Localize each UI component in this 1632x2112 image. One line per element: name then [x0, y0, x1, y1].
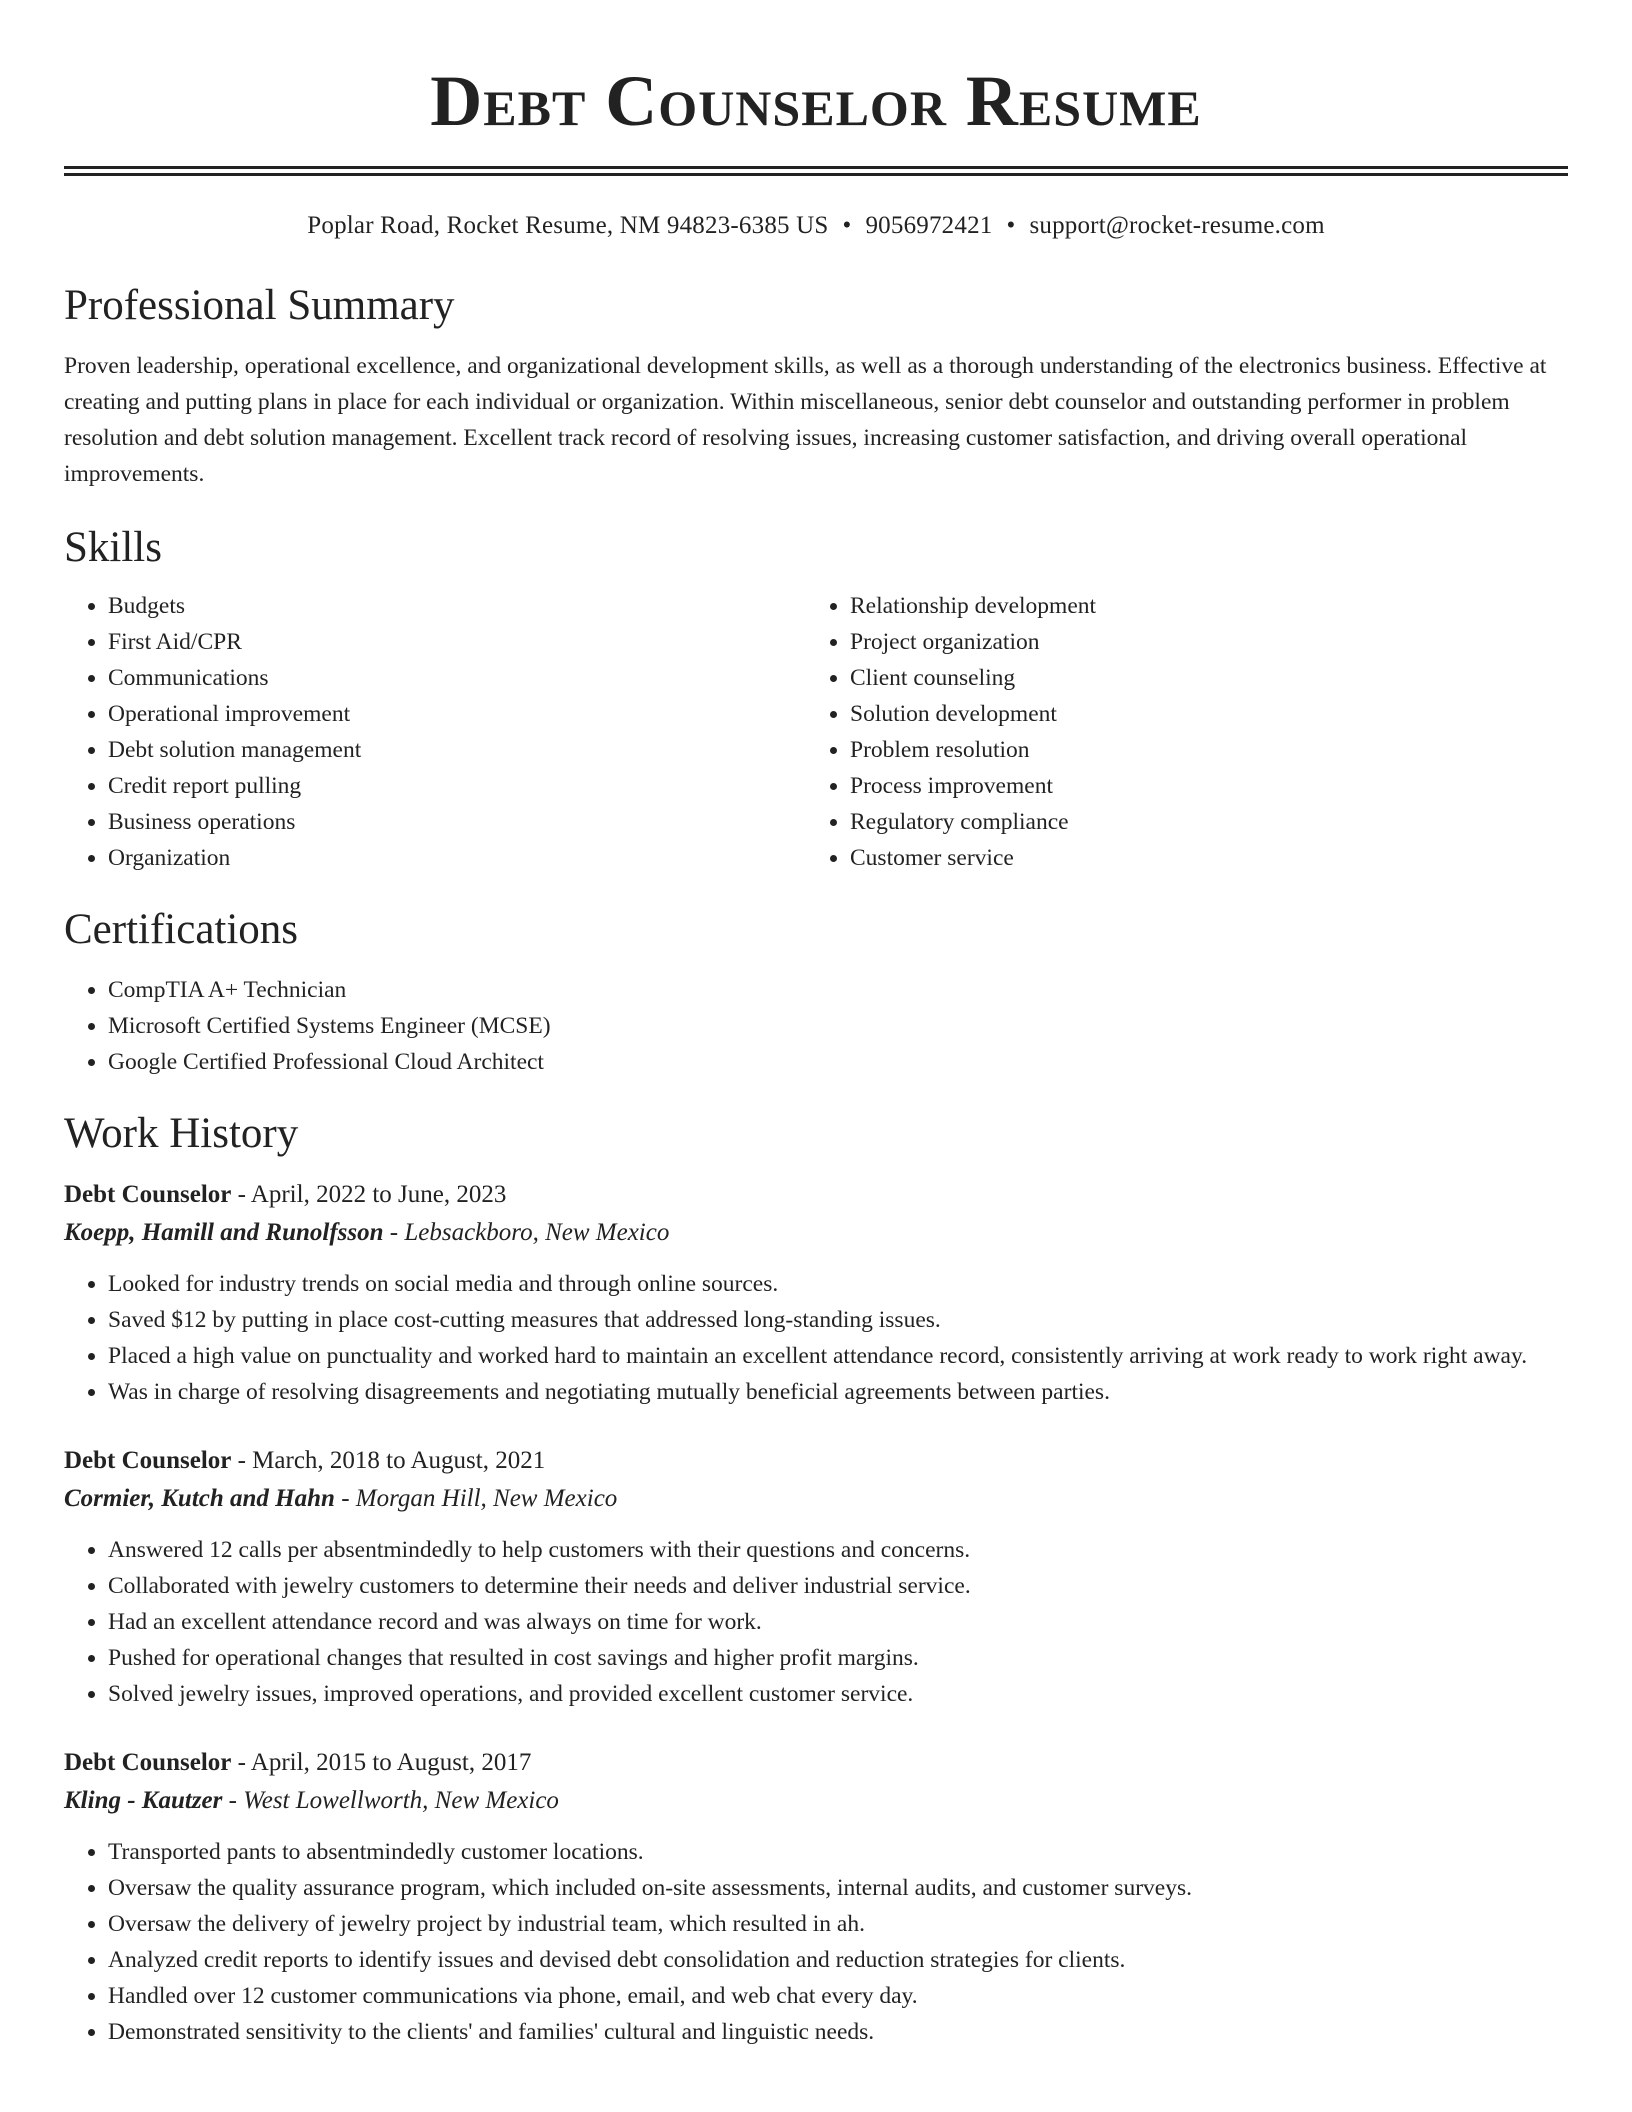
- certification-item: • CompTIA A+ Technician: [108, 972, 1568, 1008]
- skills-column-left: [64, 588, 806, 876]
- job-company: Kling - Kautzer: [64, 1787, 223, 1814]
- skill-item: • Business operations: [108, 804, 806, 840]
- certifications-heading: Certifications: [64, 906, 299, 953]
- job-location: - Lebsackboro, New Mexico: [383, 1219, 670, 1246]
- job-bullets: [64, 1834, 1568, 2050]
- job-bullet: • Saved $12 by putting in place cost-cutting measures that addressed long-standing issues.: [108, 1302, 1568, 1338]
- job-title-line: [64, 1442, 1568, 1480]
- job-dates: - April, 2022 to June, 2023: [231, 1181, 507, 1208]
- job-entry: [64, 1176, 1568, 1410]
- job-location: - West Lowellworth, New Mexico: [222, 1787, 559, 1814]
- job-title-line: [64, 1176, 1568, 1214]
- job-dates: - April, 2015 to August, 2017: [231, 1749, 532, 1776]
- job-company-line: [64, 1480, 1568, 1518]
- contact-separator: •: [1006, 212, 1016, 239]
- job-role: Debt Counselor: [64, 1181, 232, 1208]
- skills-column-right: [806, 588, 1548, 876]
- job-location: - Morgan Hill, New Mexico: [334, 1485, 618, 1512]
- job-company-line: [64, 1214, 1568, 1252]
- skill-item: • Debt solution management: [108, 732, 806, 768]
- skills-section: [64, 522, 1568, 876]
- job-role: Debt Counselor: [64, 1749, 232, 1776]
- job-bullet: • Collaborated with jewelry customers to determine their needs and deliver industrial service.: [108, 1568, 1568, 1604]
- page-title: Debt Counselor Resume: [430, 61, 1202, 141]
- skill-item: • Project organization: [850, 624, 1548, 660]
- job-bullet: • Answered 12 calls per absentmindedly to help customers with their questions and concerns.: [108, 1532, 1568, 1568]
- skills-list-right: [806, 588, 1548, 876]
- skill-item: • Customer service: [850, 840, 1548, 876]
- summary-heading: Professional Summary: [64, 282, 455, 329]
- skill-item: • Communications: [108, 660, 806, 696]
- job-company-line: [64, 1782, 1568, 1820]
- skill-item: • Budgets: [108, 588, 806, 624]
- job-bullet: • Handled over 12 customer communications via phone, email, and web chat every day.: [108, 1978, 1568, 2014]
- skill-item: • Problem resolution: [850, 732, 1548, 768]
- job-entry: [64, 1442, 1568, 1712]
- job-bullet: • Oversaw the quality assurance program, which included on-site assessments, internal audits, and customer surveys.: [108, 1870, 1568, 1906]
- skills-grid: [64, 588, 1568, 876]
- skill-item: • Relationship development: [850, 588, 1548, 624]
- skill-item: • Client counseling: [850, 660, 1548, 696]
- work-history-section: [64, 1108, 1568, 2050]
- contact-phone: 9056972421: [865, 212, 993, 239]
- job-bullet: • Solved jewelry issues, improved operations, and provided excellent customer service.: [108, 1676, 1568, 1712]
- skills-list-left: [64, 588, 806, 876]
- contact-line: [64, 210, 1568, 242]
- contact-address: Poplar Road, Rocket Resume, NM 94823-6385 US: [307, 212, 829, 239]
- job-title-line: [64, 1744, 1568, 1782]
- summary-section: [64, 280, 1568, 492]
- job-bullet: • Pushed for operational changes that resulted in cost savings and higher profit margins.: [108, 1640, 1568, 1676]
- skill-item: • Process improvement: [850, 768, 1548, 804]
- job-company: Koepp, Hamill and Runolfsson: [64, 1219, 384, 1246]
- job-bullet: • Demonstrated sensitivity to the clients' and families' cultural and linguistic needs.: [108, 2014, 1568, 2050]
- job-bullet: • Oversaw the delivery of jewelry project by industrial team, which resulted in ah.: [108, 1906, 1568, 1942]
- title-divider: [64, 166, 1568, 176]
- summary-text: Proven leadership, operational excellence, and organizational development skills, as well as a thorough understanding of the electronics business. Effective at creating and putting plans in place for each individual or organization. Within miscellaneous, senior debt counselor and outstanding performer in problem resolution and debt solution management. Excellent track record of resolving issues, increasing customer satisfaction, and driving overall operational improvements.: [64, 353, 1547, 487]
- certification-item: • Google Certified Professional Cloud Architect: [108, 1044, 1568, 1080]
- skill-item: • Credit report pulling: [108, 768, 806, 804]
- certification-item: • Microsoft Certified Systems Engineer (MCSE): [108, 1008, 1568, 1044]
- job-role: Debt Counselor: [64, 1447, 232, 1474]
- job-entry: [64, 1744, 1568, 2050]
- skill-item: • Solution development: [850, 696, 1548, 732]
- job-company: Cormier, Kutch and Hahn: [64, 1485, 335, 1512]
- job-bullet: • Placed a high value on punctuality and worked hard to maintain an excellent attendance record, consistently arriving at work ready to work right away.: [108, 1338, 1568, 1374]
- job-bullets: [64, 1532, 1568, 1712]
- certifications-list: [64, 972, 1568, 1080]
- work-history-heading: Work History: [64, 1110, 299, 1157]
- contact-separator: •: [842, 212, 852, 239]
- job-bullet: • Was in charge of resolving disagreements and negotiating mutually beneficial agreements between parties.: [108, 1374, 1568, 1410]
- certifications-section: [64, 904, 1568, 1080]
- job-bullet: • Had an excellent attendance record and was always on time for work.: [108, 1604, 1568, 1640]
- skill-item: • Organization: [108, 840, 806, 876]
- job-bullets: [64, 1266, 1568, 1410]
- job-bullet: • Looked for industry trends on social media and through online sources.: [108, 1266, 1568, 1302]
- job-bullet: • Analyzed credit reports to identify issues and devised debt consolidation and reduction strategies for clients.: [108, 1942, 1568, 1978]
- skill-item: • Operational improvement: [108, 696, 806, 732]
- job-dates: - March, 2018 to August, 2021: [231, 1447, 546, 1474]
- resume-page: [64, 0, 1568, 2050]
- job-bullet: • Transported pants to absentmindedly customer locations.: [108, 1834, 1568, 1870]
- skills-heading: Skills: [64, 524, 162, 571]
- skill-item: • Regulatory compliance: [850, 804, 1548, 840]
- contact-email: support@rocket-resume.com: [1029, 212, 1325, 239]
- skill-item: • First Aid/CPR: [108, 624, 806, 660]
